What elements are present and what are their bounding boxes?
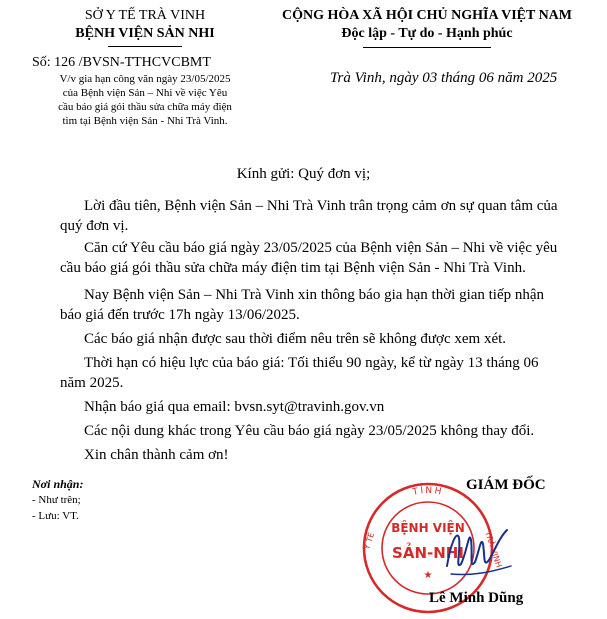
salutation: Kính gửi: Quý đơn vị; — [236, 166, 371, 182]
hospital-name: BỆNH VIỆN SẢN NHI — [75, 26, 215, 41]
paragraph: Các nội dung khác trong Yêu cầu báo giá ngày 23/05/2025 không thay đổi. — [84, 423, 535, 439]
signer-name: Lê Minh Dũng — [429, 590, 524, 606]
paragraph: Nhận báo giá qua email: bvsn.syt@travinh.gov.vn — [84, 399, 385, 415]
document-number: Số: 126 /BVSN-TTHCVCBMT — [32, 55, 211, 70]
paragraph: Lời đầu tiên, Bệnh viện Sản – Nhi Trà Vinh trân trọng cảm ơn sự quan tâm của quý đơn vị. — [60, 198, 558, 234]
motto-underline — [363, 47, 491, 48]
paragraph: Căn cứ Yêu cầu báo giá ngày 23/05/2025 của Bệnh viện Sản – Nhi về việc yêu cầu báo giá gói thầu sửa chữa máy điện tim tại Bệnh viện Sản - Nhi Trà Vinh. — [60, 240, 558, 276]
stamp-star: ★ — [423, 570, 433, 581]
recipients-title: Nơi nhận: — [32, 477, 84, 491]
stamp-line-2: SẢN-NHI — [392, 544, 464, 562]
subject-line: cầu báo giá gói thầu sửa chữa máy điện — [58, 101, 232, 113]
paragraph: Nay Bệnh viện Sản – Nhi Trà Vinh xin thông báo gia hạn thời gian tiếp nhận báo giá đến trước 17h ngày 13/06/2025. — [60, 287, 545, 323]
hospital-underline — [108, 46, 182, 47]
stamp-ring-text: Y TẾ — [362, 531, 377, 551]
stamp-ring-text: TỈNH — [411, 485, 445, 498]
paragraph: Thời hạn có hiệu lực của báo giá: Tối thiểu 90 ngày, kể từ ngày 13 tháng 06 năm 2025. — [60, 355, 539, 391]
recipient-item: - Lưu: VT. — [32, 510, 79, 522]
national-motto: Độc lập - Tự do - Hạnh phúc — [341, 26, 513, 41]
place-date: Trà Vinh, ngày 03 tháng 06 năm 2025 — [330, 70, 558, 86]
paragraph: Xin chân thành cảm ơn! — [84, 447, 229, 463]
paragraph: Các báo giá nhận được sau thời điểm nêu trên sẽ không được xem xét. — [84, 331, 507, 347]
handwritten-signature-tail — [451, 566, 511, 575]
stamp-ring-text: TRÀ VINH — [483, 529, 504, 569]
signer-position: GIÁM ĐỐC — [466, 477, 546, 493]
stamp-line-1: BỆNH VIỆN — [391, 521, 465, 535]
subject-line: của Bệnh viện Sản – Nhi về việc Yêu — [62, 87, 228, 99]
recipient-item: - Như trên; — [32, 494, 81, 506]
agency-name: SỞ Y TẾ TRÀ VINH — [84, 8, 206, 23]
subject-line: tim tại Bệnh viện Sản - Nhi Trà Vinh. — [62, 115, 228, 127]
subject-line: V/v gia hạn công văn ngày 23/05/2025 — [59, 73, 231, 85]
country-name: CỘNG HÒA XÃ HỘI CHỦ NGHĨA VIỆT NAM — [281, 8, 572, 23]
